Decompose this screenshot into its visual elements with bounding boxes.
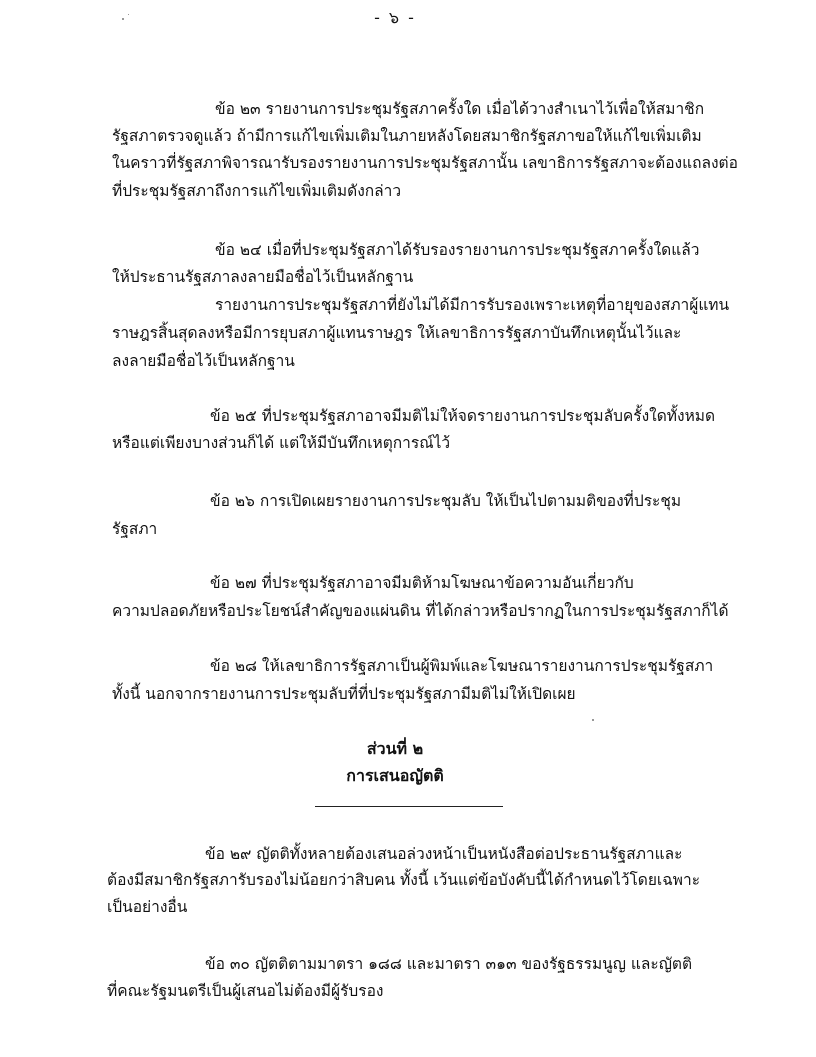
article-30-line: ข้อ ๓๐ ญัตติตามมาตรา ๑๘๘ และมาตรา ๓๑๓ ของรัฐธรรมนูญ และญัตติ [205, 955, 693, 973]
article-24-line: ให้ประธานรัฐสภาลงลายมือชื่อไว้เป็นหลักฐาน [112, 268, 414, 286]
article-26-line: ข้อ ๒๖ การเปิดเผยรายงานการประชุมลับ ให้เป็นไปตามมติของที่ประชุม [210, 492, 682, 510]
section-divider [315, 806, 503, 807]
article-23-line: รัฐสภาตรวจดูแล้ว ถ้ามีการแก้ไขเพิ่มเติมในภายหลังโดยสมาชิกรัฐสภาขอให้แก้ไขเพิ่มเติม [112, 127, 702, 145]
article-23-line: ข้อ ๒๓ รายงานการประชุมรัฐสภาครั้งใด เมื่อได้วางสำเนาไว้เพื่อให้สมาชิก [215, 100, 705, 118]
scan-speck [592, 719, 594, 721]
article-24-line: ข้อ ๒๔ เมื่อที่ประชุมรัฐสภาได้รับรองรายงานการประชุมรัฐสภาครั้งใดแล้ว [215, 241, 700, 259]
section-subtitle: การเสนอญัตติ [346, 766, 444, 785]
article-24-line: รายงานการประชุมรัฐสภาที่ยังไม่ได้มีการรับรองเพราะเหตุที่อายุของสภาผู้แทน [215, 296, 730, 314]
article-26-line: รัฐสภา [112, 520, 158, 538]
section-title: ส่วนที่ ๒ [366, 739, 424, 758]
article-29-line: ข้อ ๒๙ ญัตติทั้งหลายต้องเสนอล่วงหน้าเป็นหนังสือต่อประธานรัฐสภาและ [205, 845, 683, 863]
article-29-line: ต้องมีสมาชิกรัฐสภารับรองไม่น้อยกว่าสิบคน ทั้งนี้ เว้นแต่ข้อบังคับนี้ได้กำหนดไว้โดยเฉพาะ [107, 871, 701, 889]
article-23-line: ที่ประชุมรัฐสภาถึงการแก้ไขเพิ่มเติมดังกล่าว [112, 182, 402, 200]
page-number: - ๖ - [374, 8, 416, 27]
article-24-line: ราษฎรสิ้นสุดลงหรือมีการยุบสภาผู้แทนราษฎร ให้เลขาธิการรัฐสภาบันทึกเหตุนั้นไว้และ [112, 324, 682, 342]
article-28-line: ทั้งนี้ นอกจากรายงานการประชุมลับที่ที่ประชุมรัฐสภามีมติไม่ให้เปิดเผย [112, 685, 576, 703]
article-27-line: ความปลอดภัยหรือประโยชน์สำคัญของแผ่นดิน ที่ได้กล่าวหรือปรากฏในการประชุมรัฐสภาก็ได้ [112, 602, 729, 620]
article-24-line: ลงลายมือชื่อไว้เป็นหลักฐาน [112, 352, 295, 370]
article-27-line: ข้อ ๒๗ ที่ประชุมรัฐสภาอาจมีมติห้ามโฆษณาข้อความอันเกี่ยวกับ [210, 574, 634, 592]
article-28-line: ข้อ ๒๘ ให้เลขาธิการรัฐสภาเป็นผู้พิมพ์และโฆษณารายงานการประชุมรัฐสภา [210, 657, 714, 675]
article-29-line: เป็นอย่างอื่น [107, 898, 188, 916]
article-30-line: ที่คณะรัฐมนตรีเป็นผู้เสนอไม่ต้องมีผู้รับรอง [107, 982, 384, 1000]
article-23-line: ในคราวที่รัฐสภาพิจารณารับรองรายงานการประชุมรัฐสภานั้น เลขาธิการรัฐสภาจะต้องแถลงต่อ [112, 154, 738, 172]
article-25-line: ข้อ ๒๕ ที่ประชุมรัฐสภาอาจมีมติไม่ให้จดรายงานการประชุมลับครั้งใดทั้งหมด [210, 407, 716, 425]
article-25-line: หรือแต่เพียงบางส่วนก็ได้ แต่ให้มีบันทึกเหตุการณ์ไว้ [112, 434, 451, 452]
